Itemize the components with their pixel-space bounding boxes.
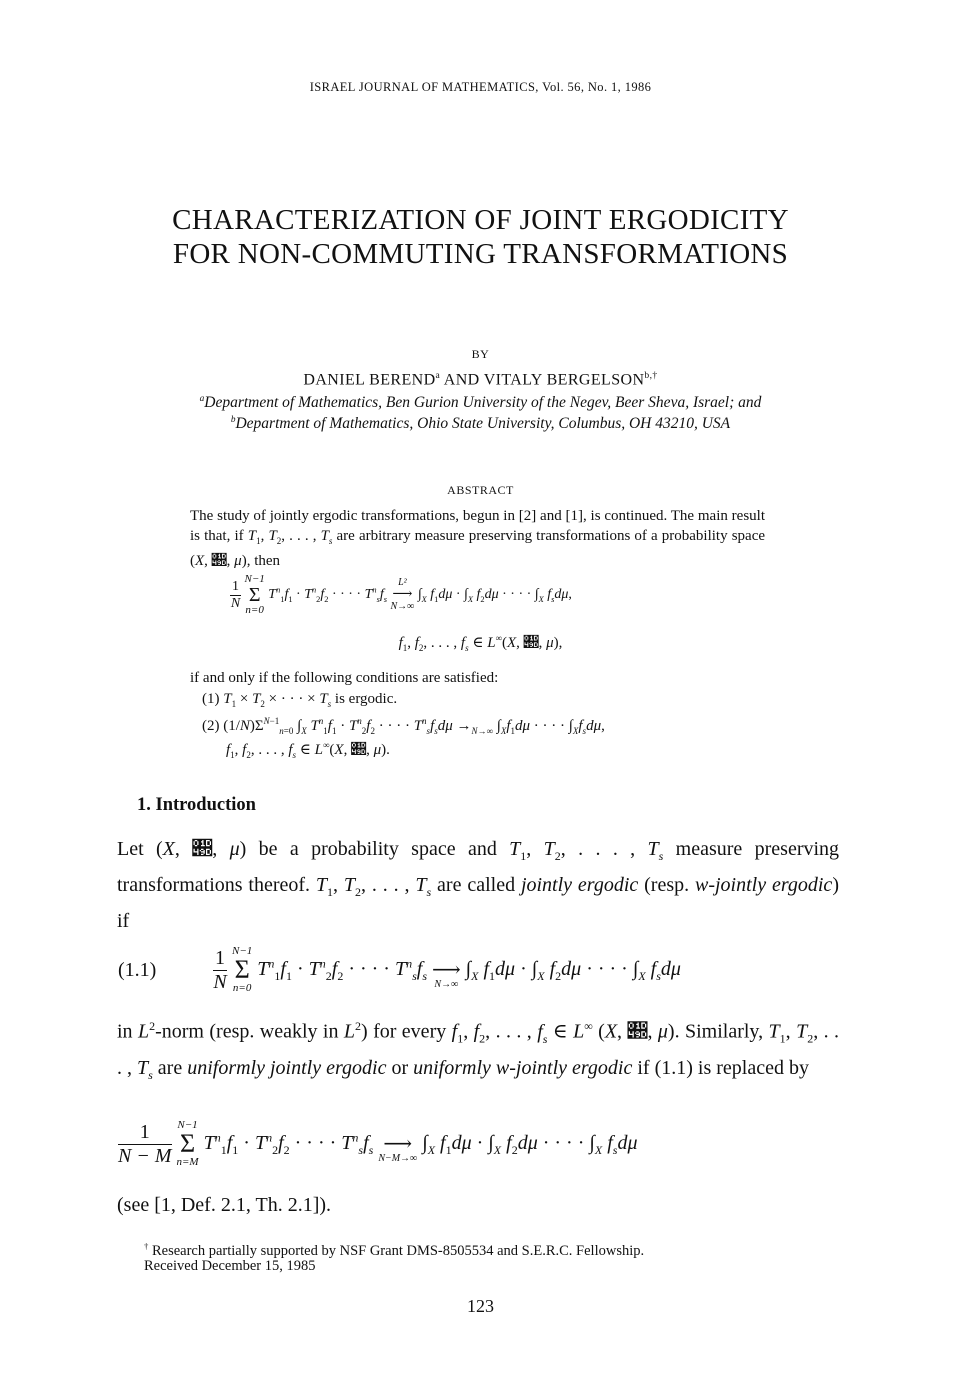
eq-arrow: L² ⟶ N→∞ [390, 577, 415, 612]
running-head: ISRAEL JOURNAL OF MATHEMATICS, Vol. 56, No. 1, 1986 [309, 80, 652, 94]
equation-1-1 [118, 946, 681, 994]
abstract-equation [230, 574, 572, 616]
eq-fraction: $\frac{1}{N}$ [213, 946, 227, 993]
eq-rhs: $\int_X$ $f_1d\mu \cdot \int_X$ $f_2d\mu$ · · · · $\int_X$ $f_sd\mu$, [417, 587, 572, 605]
page-number: 123 [467, 1296, 494, 1316]
equation-label: (1.1) [118, 958, 157, 981]
abstract-heading: ABSTRACT [447, 483, 514, 497]
intro-paragraph-1: Let (X, 𝒝, μ) be a probability space and $T_1$, $T_2$, . . . , $T_s$ measure preserving transformations thereof. $T_1$, $T_2$, . . . , $T_s$ are called jointly ergodic (resp. w-jointly ergodic) if [117, 838, 840, 932]
intro-paragraph-3: (see [1, Def. 2.1, Th. 2.1]). [117, 1194, 332, 1216]
eq-product: $T^n_1f_1 \cdot T^n_2f_2$ · · · · $T^n_sf_s$ [257, 955, 427, 983]
eq-product: $T^n_1f_1 \cdot T^n_2f_2$ · · · · $T^n_sf_s$ [203, 1129, 374, 1157]
footnote-received: Received December 15, 1985 [144, 1258, 316, 1274]
eq-arrow: ⟶ N−M→∞ [378, 1133, 418, 1164]
title-line-1: CHARACTERIZATION OF JOINT ERGODICITY [172, 204, 789, 236]
eq-sum: N−1 Σ n=M [176, 1119, 199, 1168]
abstract-condition-2: (2) $(1/N)\Sigma^{N-1}_{n=0}$ $\int_X$ $T^n_1f_1 \cdot T^n_2f_2$ · · · · $T^n_sf_sd\mu \to_{N\to\infty}$ $\int_Xf_1d\mu$ · · · · $\int_Xf_sd\mu$, [202, 716, 605, 736]
paper-title [0, 203, 961, 271]
abstract-domain: $f_1$, $f_2$, . . . , $f_s$ ∈ L∞(X, 𝒝, μ), [398, 633, 563, 653]
eq-fraction: $\frac{1}{N - M}$ [118, 1120, 172, 1167]
footnote-research: † Research partially supported by NSF Grant DMS-8505534 and S.E.R.C. Fellowship. [144, 1241, 645, 1259]
eq-product: $T^n_1f_1 \cdot T^n_2f_2$ · · · · $T^n_sf_s$ [268, 585, 387, 605]
eq-sum: N−1 Σ n=0 [244, 573, 265, 616]
eq-arrow: ⟶ N→∞ [431, 959, 461, 990]
eq-fraction: $\frac{1}{N}$ [230, 578, 241, 611]
title-line-2: FOR NON-COMMUTING TRANSFORMATIONS [172, 238, 789, 270]
authors: DANIEL BEREND$^a$ AND VITALY $BERGELSON^{b,\dagger}$ [303, 370, 658, 389]
eq-rhs: $\int_X$ $f_1d\mu \cdot \int_X$ $f_2d\mu$ · · · · $\int_X$ $f_sd\mu$ [465, 957, 681, 983]
abstract-condition-2-domain: $f_1$, $f_2$, . . . , $f_s$ ∈ L∞(X, 𝒝, μ). [226, 740, 390, 760]
affiliation-b: $^b$Department of Mathematics, Ohio State University, Columbus, OH 43210, USA [230, 415, 731, 433]
by-label: BY [471, 347, 490, 361]
eq-sum: N−1 Σ n=0 [232, 945, 253, 994]
intro-paragraph-2: in $L^2$-norm (resp. weakly in $L^2$) for every $f_1$, $f_2$, . . . , $f_s$ ∈ L∞ (X, 𝒝, μ). Similarly, $T_1$, $T_2$, . . . , $T_s$ are uniformly jointly ergodic or uniformly w-jointly ergodic if (1.1) is replaced by [117, 1019, 839, 1082]
abstract-intro: The study of jointly ergodic transformations, begun in [2] and [1], is continued. The main result is that, if $T_1$, $T_2$, . . . , $T_s$ are arbitrary measure preserving transformations of a probability space (X, 𝒝, μ), then [190, 508, 766, 569]
abstract-condition-1: (1) $T_1 \times T_2$ × · · · × $T_s$ is ergodic. [202, 691, 398, 709]
section-heading: 1. Introduction [137, 795, 256, 815]
affiliation-a: $^a$Department of Mathematics, Ben Gurion University of the Negev, Beer Sheva, Israel; and [199, 394, 762, 412]
equation-uniform [118, 1120, 637, 1168]
eq-rhs: $\int_X$ $f_1d\mu \cdot \int_X$ $f_2d\mu$ · · · · $\int_X$ $f_sd\mu$ [422, 1131, 638, 1157]
abstract-iff: if and only if the following conditions are satisfied: [190, 670, 499, 686]
